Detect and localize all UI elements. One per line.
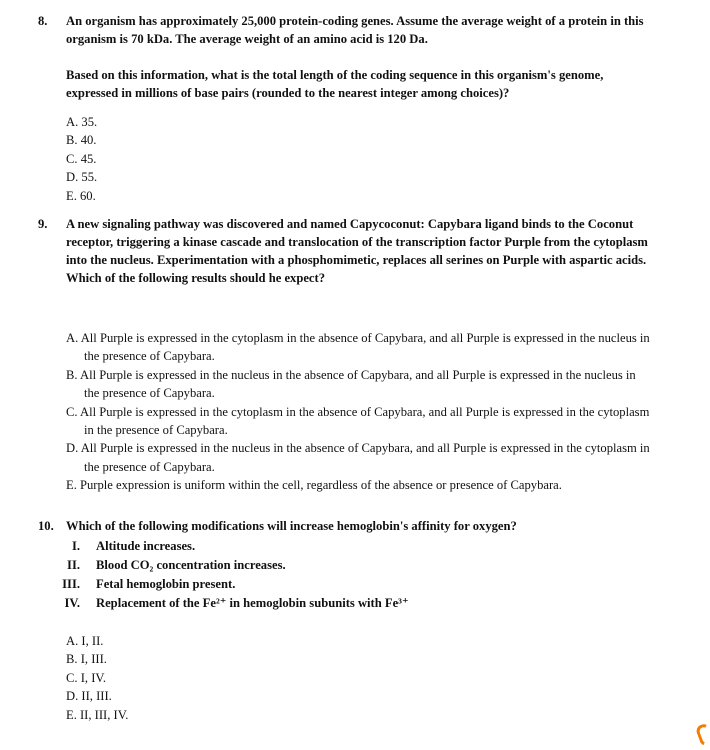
question-stem: An organism has approximately 25,000 protein-coding genes. Assume the average weight of a protein in this organism is 70 kDa. The average weight of an amino acid is 120 Da.	[66, 14, 644, 46]
statement-numeral: II.	[67, 558, 80, 572]
question-stem: Which of the following modifications will increase hemoglobin's affinity for oxygen?	[66, 519, 517, 533]
answer-option[interactable]: A. I, II.	[66, 634, 104, 648]
answer-option[interactable]: D. II, III.	[66, 689, 112, 704]
answer-option[interactable]: B. All Purple is expressed in the nucleus in the absence of Capybara, and all Purple is expressed in the nucleus in the presence of Capybara.	[66, 367, 636, 401]
statement-text: Altitude increases.	[96, 539, 196, 553]
answer-option[interactable]: D. 55.	[66, 170, 98, 185]
question-stem: A new signaling pathway was discovered and named Capycoconut: Capybara ligand binds to the Coconut receptor, triggering a kinase cascade and translocation of the transcription factor Purple from the cytoplasm into the nucleus. Experimentation with a phosphomimetic, replaces all serines on Purple with aspartic acids. Which of the following results should he expect?	[66, 217, 648, 285]
statement-text: Replacement of the Fe²⁺ in hemoglobin subunits with Fe³⁺	[96, 596, 409, 610]
statement-numeral: I.	[71, 539, 80, 553]
answer-option[interactable]: E. 60.	[66, 188, 96, 203]
statement-list	[50, 537, 670, 617]
statement-numeral: III.	[62, 577, 80, 591]
statement-text: Fetal hemoglobin present.	[96, 577, 236, 591]
question-number: 8.	[38, 14, 48, 28]
answer-option[interactable]: C. 45.	[66, 151, 97, 166]
question-number: 9.	[38, 217, 48, 231]
question-number: 10.	[38, 519, 54, 533]
answer-option[interactable]: C. I, IV.	[66, 670, 107, 685]
answer-option[interactable]: B. 40.	[66, 133, 97, 148]
answer-option[interactable]: C. All Purple is expressed in the cytoplasm in the absence of Capybara, and all Purple is expressed in the cytoplasm in the presence of Capybara.	[66, 404, 650, 438]
question-9	[38, 215, 650, 287]
answer-option[interactable]: B. I, III.	[66, 652, 107, 667]
orange-corner-mark-icon	[695, 722, 710, 747]
answer-options-8	[66, 113, 666, 205]
statement-numeral: IV.	[64, 596, 80, 610]
answer-option[interactable]: D. All Purple is expressed in the nucleus in the absence of Capybara, and all Purple is expressed in the cytoplasm in the presence of Capybara.	[66, 441, 650, 474]
question-prompt: Based on this information, what is the total length of the coding sequence in this organism's genome, expressed in millions of base pairs (rounded to the nearest integer among choices)?	[66, 68, 604, 100]
statement-text: Blood CO₂ concentration increases.	[96, 558, 286, 572]
answer-option[interactable]: E. II, III, IV.	[66, 707, 129, 722]
question-8	[38, 12, 650, 102]
answer-option[interactable]: A. All Purple is expressed in the cytoplasm in the absence of Capybara, and all Purple is expressed in the nucleus in the presence of Capybara.	[66, 331, 650, 364]
answer-options-9	[66, 329, 651, 495]
answer-options-10	[66, 632, 666, 724]
answer-option[interactable]: E. Purple expression is uniform within the cell, regardless of the absence or presence of Capybara.	[66, 478, 562, 493]
answer-option[interactable]: A. 35.	[66, 115, 98, 129]
question-10	[38, 517, 650, 535]
